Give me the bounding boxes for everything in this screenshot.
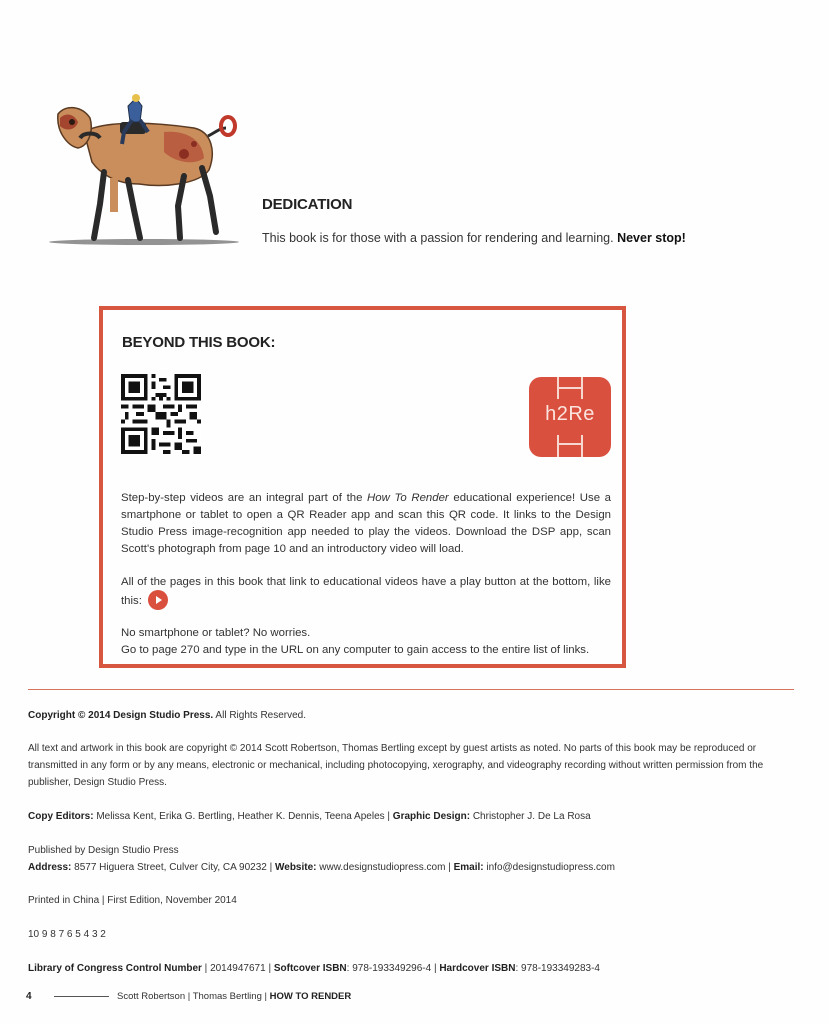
published-by: Published by Design Studio Press bbox=[28, 845, 179, 856]
graphic-design: Christopher J. De La Rosa bbox=[470, 811, 591, 822]
footer-book-title: HOW TO RENDER bbox=[269, 991, 352, 1002]
address: 8577 Higuera Street, Culver City, CA 90232 bbox=[71, 862, 267, 873]
dedication-text bbox=[262, 231, 686, 245]
para1-pre: Step-by-step videos are an integral part of the bbox=[121, 492, 368, 504]
email-link[interactable]: info@designstudiopress.com bbox=[483, 862, 615, 873]
para1-post: educational experience! Use a smartphone or tablet to open a QR Reader app and scan this QR code. It links to the Design Studio Press image-recognition app needed to play the videos. Download the DSP app, scan Scott's photograph from page 10 and an introductory video will load. bbox=[121, 492, 612, 555]
copy-editors: Melissa Kent, Erika G. Bertling, Heather K. Dennis, Teena Apeles bbox=[93, 811, 385, 822]
loc-label: Library of Congress Control Number bbox=[28, 963, 202, 974]
footer-authors: Scott Robertson | Thomas Bertling | bbox=[117, 991, 270, 1002]
icon-h-stroke bbox=[581, 435, 583, 457]
dedication-title: DEDICATION bbox=[262, 196, 353, 213]
rider-creature-illustration bbox=[44, 92, 244, 248]
para2-text: All of the pages in this book that link to educational videos have a play button at the bottom, like this: bbox=[121, 576, 611, 608]
para3-line2: Go to page 270 and type in the URL on any computer to gain access to the entire list of links. bbox=[121, 644, 590, 656]
beyond-paragraph-videos bbox=[121, 490, 611, 558]
copyright-line bbox=[28, 707, 768, 724]
section-divider bbox=[28, 689, 794, 690]
loc-number: 2014947671 bbox=[210, 963, 266, 974]
hardcover-label: Hardcover ISBN bbox=[439, 963, 516, 974]
email-label: Email: bbox=[453, 862, 484, 873]
softcover-label: Softcover ISBN bbox=[273, 963, 347, 974]
hardcover-isbn: : 978-193349283-4 bbox=[515, 963, 600, 974]
graphic-design-label: Graphic Design: bbox=[392, 811, 471, 822]
copyright-bold: Copyright © 2014 Design Studio Press. bbox=[28, 710, 214, 721]
dsp-app-icon[interactable] bbox=[529, 377, 611, 457]
website-label: Website: bbox=[275, 862, 317, 873]
para3-line1: No smartphone or tablet? No worries. bbox=[121, 627, 311, 639]
dedication-text-bold: Never stop! bbox=[617, 231, 686, 245]
print-run: 10 9 8 7 6 5 4 3 2 bbox=[28, 929, 106, 940]
contact-line: Address: 8577 Higuera Street, Culver City, CA 90232 | Website: www.designstudiopress.com | Email: info@designstudiopress.com bbox=[28, 862, 615, 873]
address-label: Address: bbox=[28, 862, 72, 873]
app-icon-label: h2Re bbox=[545, 403, 595, 425]
play-button-icon[interactable] bbox=[148, 590, 168, 610]
dedication-text-plain: This book is for those with a passion for rendering and learning. bbox=[262, 231, 618, 245]
icon-h-stroke bbox=[557, 387, 583, 389]
copyright-rest: All Rights Reserved. bbox=[213, 710, 307, 721]
beyond-this-book-box bbox=[99, 306, 626, 668]
beyond-paragraph-no-device bbox=[121, 625, 611, 659]
credits-line: Copy Editors: Melissa Kent, Erika G. Bertling, Heather K. Dennis, Teena Apeles | Graphic Design: Christopher J. De La Rosa bbox=[28, 811, 591, 822]
icon-h-stroke bbox=[557, 443, 583, 445]
running-footer bbox=[117, 991, 351, 1002]
beyond-paragraph-play-button bbox=[121, 574, 611, 611]
softcover-isbn: : 978-193349296-4 bbox=[346, 963, 432, 974]
para1-book-title: How To Render bbox=[367, 492, 449, 504]
page-number: 4 bbox=[26, 991, 32, 1002]
beyond-title: BEYOND THIS BOOK: bbox=[122, 334, 276, 351]
copy-editors-label: Copy Editors: bbox=[28, 811, 94, 822]
icon-h-stroke bbox=[557, 435, 559, 457]
rights-text: All text and artwork in this book are copyright © 2014 Scott Robertson, Thomas Bertling except by guest artists as noted. No parts of this book may be reproduced or transmitted in any form or by any means, electronic or mechanical, including photocopying, xerography, and videography recording without written permission from the publisher, Design Studio Press. bbox=[28, 743, 764, 788]
website-link[interactable]: www.designstudiopress.com bbox=[316, 862, 446, 873]
footer-rule bbox=[54, 996, 109, 997]
printed-line: Printed in China | First Edition, November 2014 bbox=[28, 895, 237, 906]
isbn-line: Library of Congress Control Number | 2014947671 | Softcover ISBN: 978-193349296-4 | Hardcover ISBN: 978-193349283-4 bbox=[28, 963, 600, 974]
qr-code-icon[interactable] bbox=[121, 374, 201, 454]
